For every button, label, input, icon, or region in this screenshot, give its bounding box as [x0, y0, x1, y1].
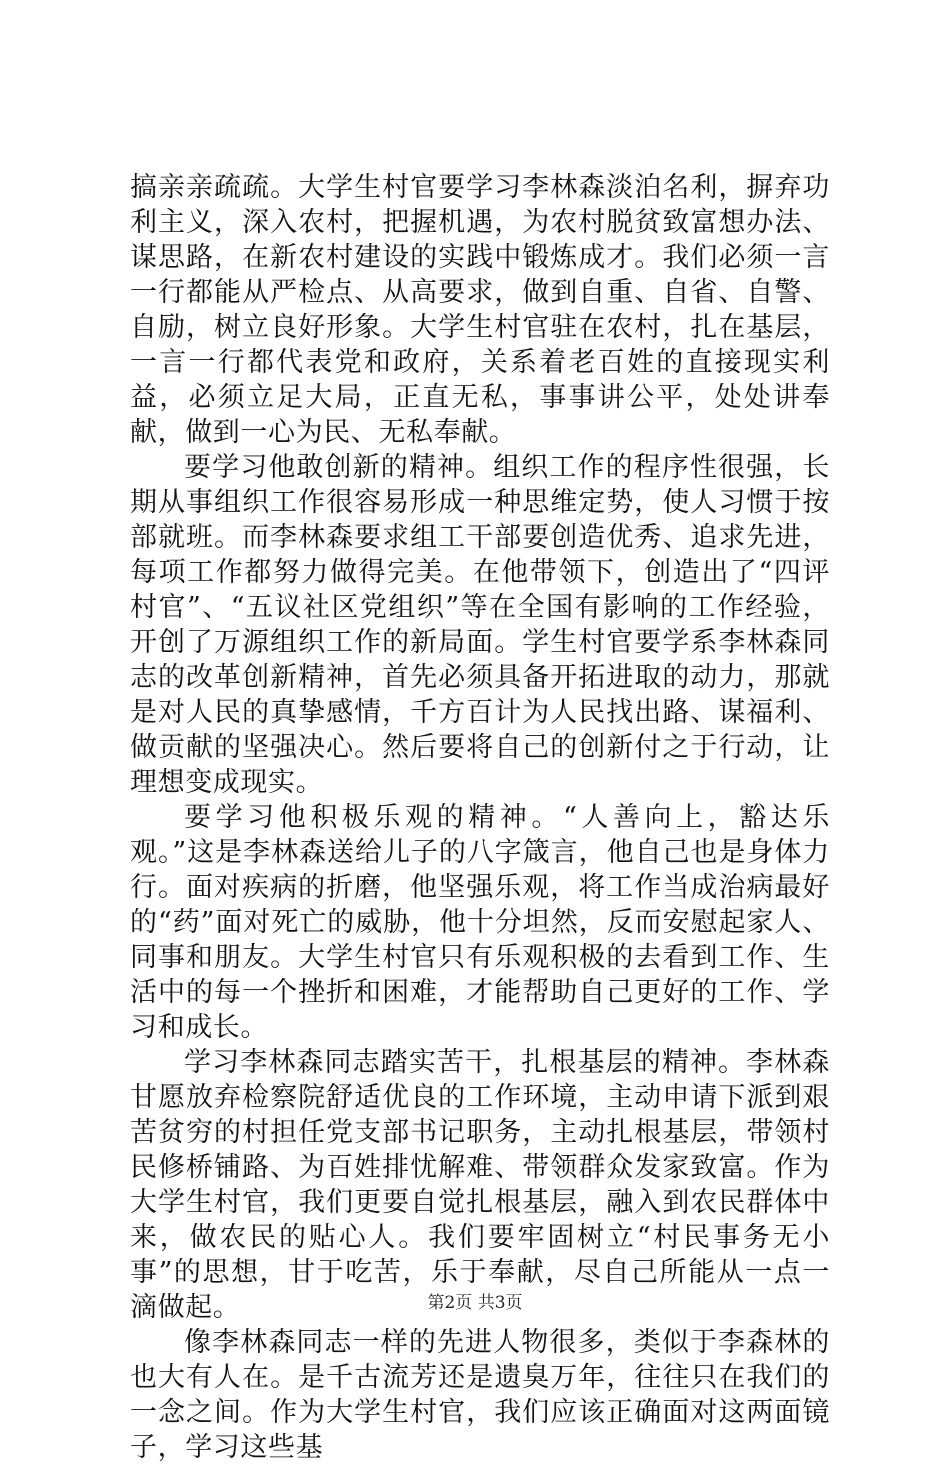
page-number-footer: 第2页 共3页: [427, 1293, 523, 1313]
paragraph-1: 搞亲亲疏疏。大学生村官要学习李林森淡泊名利，摒弃功利主义，深入农村，把握机遇，为农村脱贫致富想办法、谋思路，在新农村建设的实践中锻炼成才。我们必须一言一行都能从严检点、从高要求，做到自重、自省、自警、自励，树立良好形象。大学生村官驻在农村，扎在基层，一言一行都代表党和政府，关系着老百姓的直接现实利益，必须立足大局，正直无私，事事讲公平，处处讲奉献，做到一心为民、无私奉献。: [130, 172, 830, 448]
paragraph-4: 学习李林森同志踏实苦干，扎根基层的精神。李林森甘愿放弃检察院舒适优良的工作环境，主动申请下派到艰苦贫穷的村担任党支部书记职务，主动扎根基层，带领村民修桥铺路、为百姓排忧解难、带领群众发家致富。作为大学生村官，我们更要自觉扎根基层，融入到农民群体中来，做农民的贴心人。我们要牢固树立“村民事务无小事”的思想，甘于吃苦，乐于奉献，尽自己所能从一点一滴做起。: [130, 1047, 830, 1323]
paragraph-3: 要学习他积极乐观的精神。“人善向上，豁达乐观。”这是李林森送给儿子的八字箴言，他自己也是身体力行。面对疾病的折磨，他坚强乐观，将工作当成治病最好的“药”面对死亡的威胁，他十分坦然，反而安慰起家人、同事和朋友。大学生村官只有乐观积极的去看到工作、生活中的每一个挫折和困难，才能帮助自己更好的工作、学习和成长。: [130, 802, 830, 1043]
document-body: [130, 170, 830, 1465]
paragraph-5: 像李林森同志一样的先进人物很多，类似于李森林的也大有人在。是千古流芳还是遗臭万年，往往只在我们的一念之间。作为大学生村官，我们应该正确面对这两面镜子，学习这些基: [130, 1327, 830, 1463]
paragraph-2: 要学习他敢创新的精神。组织工作的程序性很强，长期从事组织工作很容易形成一种思维定势，使人习惯于按部就班。而李林森要求组工干部要创造优秀、追求先进，每项工作都努力做得完美。在他带领下，创造出了“四评村官”、“五议社区党组织”等在全国有影响的工作经验，开创了万源组织工作的新局面。学生村官要学系李林森同志的改革创新精神，首先必须具备开拓进取的动力，那就是对人民的真挚感情，千方百计为人民找出路、谋福利、做贡献的坚强决心。然后要将自己的创新付之于行动，让理想变成现实。: [130, 452, 830, 798]
